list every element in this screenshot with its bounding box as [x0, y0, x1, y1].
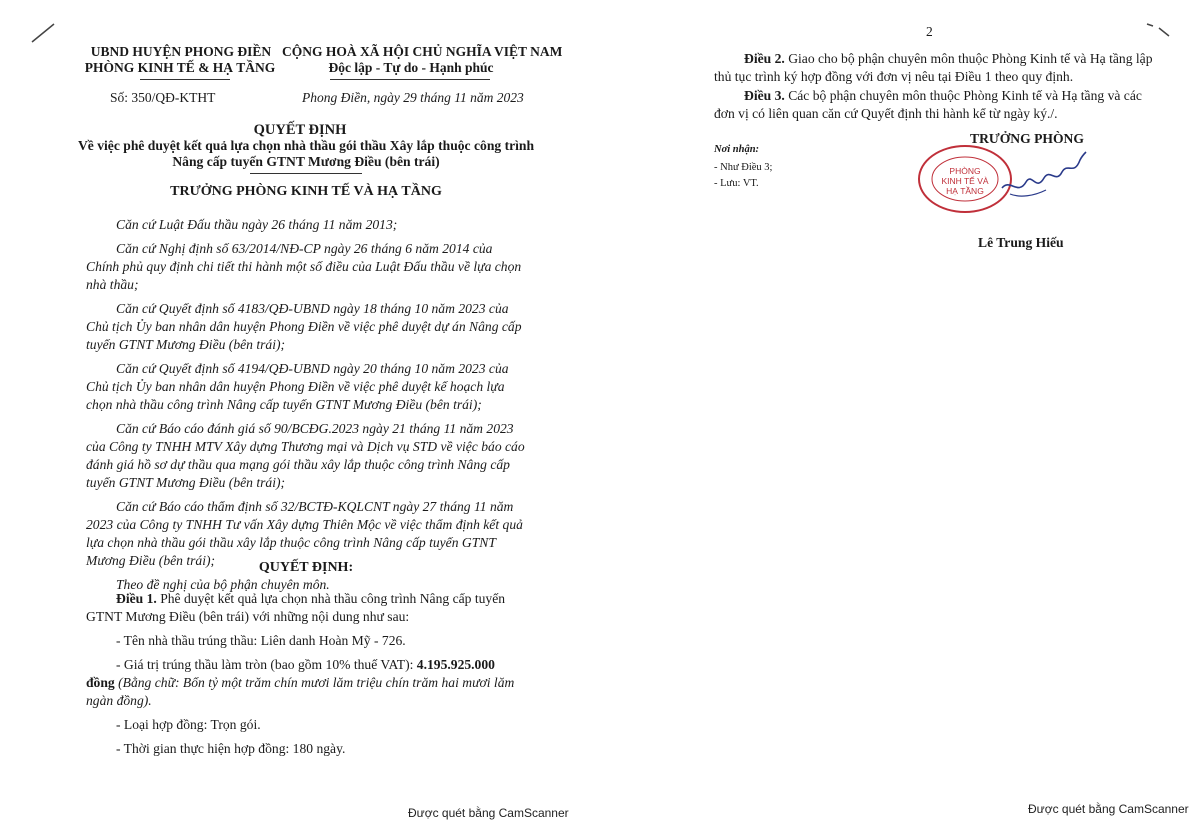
svg-text:KINH TẾ VÀ: KINH TẾ VÀ: [941, 176, 989, 186]
article-2-text: Giao cho bộ phận chuyên môn thuộc Phòng Kinh tế và Hạ tầng lập: [788, 51, 1153, 66]
place-date: Phong Điền, ngày 29 tháng 11 năm 2023: [302, 90, 524, 105]
basis-line: tuyến GTNT Mương Điều (bên trái);: [86, 475, 286, 490]
basis-line: nhà thầu;: [86, 277, 139, 292]
basis-line: 2023 của Công ty TNHH Tư vấn Xây dựng Thiên Mộc về việc thẩm định kết quả: [86, 517, 523, 532]
article-3-text: đơn vị có liên quan căn cứ Quyết định thi hành kể từ ngày ký./.: [714, 106, 1058, 121]
price-words-cont: ngàn đồng).: [86, 693, 152, 708]
signer-title: TRƯỞNG PHÒNG: [970, 131, 1084, 146]
basis-line: Căn cứ Nghị định số 63/2014/NĐ-CP ngày 26 tháng 6 năm 2014 của: [116, 241, 493, 256]
basis-line: chọn nhà thầu công trình Nâng cấp tuyến GTNT Mương Điều (bên trái);: [86, 397, 482, 412]
recipient-item: - Như Điều 3;: [714, 162, 773, 173]
article-2-label: Điều 2.: [744, 51, 785, 66]
basis-line: đánh giá hồ sơ dự thầu qua mạng gói thầu xây lắp thuộc công trình Nâng cấp: [86, 457, 510, 472]
nation-line-1: CỘNG HOÀ XÃ HỘI CHỦ NGHĨA VIỆT NAM: [282, 44, 563, 59]
page-number: 2: [926, 24, 933, 39]
article-1-text: GTNT Mương Điều (bên trái) với những nội dung như sau:: [86, 609, 410, 624]
basis-line: Căn cứ Quyết định số 4194/QĐ-UBND ngày 20 tháng 10 năm 2023 của: [116, 361, 509, 376]
document-title: QUYẾT ĐỊNH: [253, 122, 347, 138]
org-line-1: UBND HUYỆN PHONG ĐIỀN: [90, 44, 272, 59]
official-stamp: [918, 145, 1012, 213]
price-words: (Bằng chữ: Bốn tỷ một trăm chín mươi lăm triệu chín trăm hai mươi lăm: [114, 675, 515, 690]
basis-line: tuyến GTNT Mương Điều (bên trái);: [86, 337, 286, 352]
basis-line: Căn cứ Luật Đấu thầu ngày 26 tháng 11 năm 2013;: [116, 217, 398, 232]
signer-name: Lê Trung Hiếu: [978, 235, 1064, 250]
price-prefix: - Giá trị trúng thầu làm tròn (bao gồm 10% thuế VAT):: [116, 657, 417, 672]
article-1-label: Điều 1.: [116, 591, 157, 606]
scan-mark: [30, 22, 58, 44]
subtitle-underline: [250, 173, 362, 174]
price-unit: đồng: [86, 675, 115, 690]
basis-line: của Công ty TNHH MTV Xây dựng Thương mại và Dịch vụ STD về việc báo cáo: [86, 439, 525, 454]
recipients-label: Nơi nhận:: [714, 144, 760, 155]
basis-line: Căn cứ Báo cáo thẩm định số 32/BCTĐ-KQLCNT ngày 27 tháng 11 năm: [116, 499, 514, 514]
winner-line: - Tên nhà thầu trúng thầu: Liên danh Hoàn Mỹ - 726.: [116, 633, 406, 648]
basis-line: Chính phủ quy định chi tiết thi hành một số điều của Luật Đấu thầu về lựa chọn: [86, 259, 522, 274]
article-1-text: Phê duyệt kết quả lựa chọn nhà thầu công trình Nâng cấp tuyến: [160, 591, 506, 606]
org-underline: [140, 79, 230, 80]
svg-text:PHÒNG: PHÒNG: [949, 166, 981, 176]
basis-line: Chủ tịch Ủy ban nhân dân huyện Phong Điền về việc phê duyệt dự án Nâng cấp: [86, 319, 522, 334]
scan-mark: [1145, 20, 1175, 40]
nation-underline: [330, 79, 490, 80]
subtitle-line-1: Về việc phê duyệt kết quả lựa chọn nhà thầu gói thầu Xây lắp thuộc công trình: [77, 138, 535, 153]
org-line-2: PHÒNG KINH TẾ & HẠ TẦNG: [84, 60, 276, 75]
article-1: [86, 590, 546, 758]
scanner-footer: Được quét bằng CamScanner: [1028, 802, 1189, 816]
basis-line: Căn cứ Quyết định số 4183/QĐ-UBND ngày 18 tháng 10 năm 2023 của: [116, 301, 509, 316]
basis-line: lựa chọn nhà thầu gói thầu xây lắp thuộc công trình Nâng cấp tuyến GTNT: [86, 535, 496, 550]
basis-line: Căn cứ Báo cáo đánh giá số 90/BCĐG.2023 ngày 21 tháng 11 năm 2023: [116, 421, 514, 436]
contract-type: - Loại hợp đồng: Trọn gói.: [116, 717, 261, 732]
recipient-item: - Lưu: VT.: [714, 178, 759, 189]
stamp-graphic: [920, 147, 1010, 211]
doc-number: Số: 350/QĐ-KTHT: [110, 90, 216, 105]
article-3: [714, 87, 1174, 123]
authority-title: TRƯỞNG PHÒNG KINH TẾ VÀ HẠ TẦNG: [170, 184, 442, 199]
subtitle-line-2: Nâng cấp tuyến GTNT Mương Điều (bên trái): [172, 154, 440, 169]
svg-text:HẠ TẦNG: HẠ TẦNG: [946, 186, 984, 196]
contract-duration: - Thời gian thực hiện hợp đồng: 180 ngày.: [116, 741, 346, 756]
nation-line-2: Độc lập - Tự do - Hạnh phúc: [328, 60, 494, 75]
basis-line: Chủ tịch Ủy ban nhân dân huyện Phong Điền về việc phê duyệt kế hoạch lựa: [86, 379, 505, 394]
basis-line: Theo đề nghị của bộ phận chuyên môn.: [116, 577, 330, 592]
basis-line: Mương Điều (bên trái);: [86, 553, 216, 568]
bases-section: [86, 216, 546, 594]
page-2: [600, 0, 1200, 829]
signature: [1000, 148, 1090, 208]
article-2-text: thủ tục trình ký hợp đồng với đơn vị nêu tại Điều 1 theo quy định.: [714, 69, 1074, 84]
article-2: [714, 50, 1174, 86]
price-value: 4.195.925.000: [416, 657, 495, 672]
decision-heading: QUYẾT ĐỊNH:: [258, 560, 354, 575]
scanner-footer: Được quét bằng CamScanner: [408, 806, 569, 820]
article-3-text: Các bộ phận chuyên môn thuộc Phòng Kinh tế và Hạ tầng và các: [788, 88, 1142, 103]
article-3-label: Điều 3.: [744, 88, 785, 103]
